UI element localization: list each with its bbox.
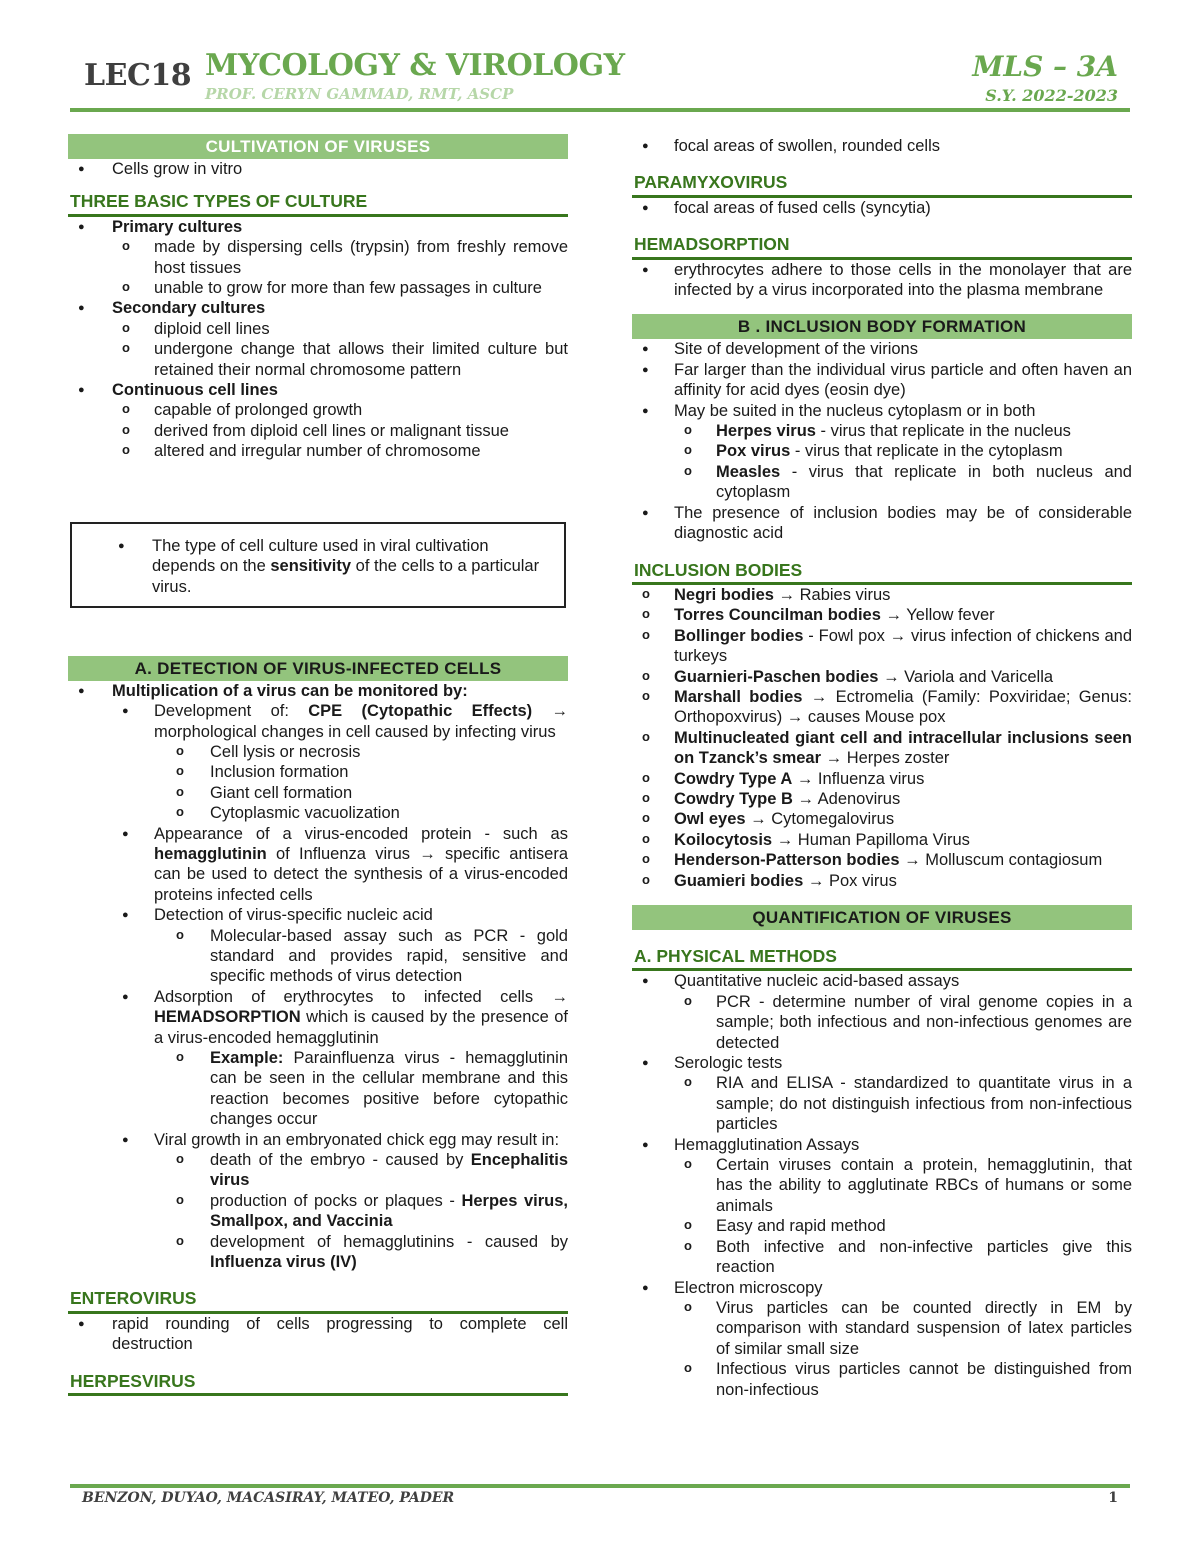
list-item: o Torres Councilman bodies → Yellow fever bbox=[632, 605, 1132, 625]
list-item: o Koilocytosis → Human Papilloma Virus bbox=[632, 830, 1132, 850]
footer-authors: BENZON, DUYAO, MACASIRAY, MATEO, PADER bbox=[82, 1490, 455, 1506]
list-item: ● Far larger than the individual virus particle and often haven an affinity for acid dyes (eosin dye) bbox=[632, 360, 1132, 401]
school-year: S.Y. 2022-2023 bbox=[985, 86, 1118, 105]
physical-methods-list bbox=[632, 971, 1132, 1400]
subheading-hemadsorption: HEMADSORPTION bbox=[632, 234, 1132, 259]
inclusion-bodies-list bbox=[632, 585, 1132, 891]
list-item: o Guarnieri-Paschen bodies → Variola and Varicella bbox=[632, 667, 1132, 687]
section-bar-detection: A. DETECTION OF VIRUS-INFECTED CELLS bbox=[68, 656, 568, 681]
right-column bbox=[632, 136, 1132, 1400]
subheading-enterovirus: ENTEROVIRUS bbox=[68, 1288, 568, 1313]
list-item: ● Electron microscopy o Virus particles can be counted directly in EM by comparison with standard suspension of latex particles of similar small size o Infectious virus particles cannot be distinguished from non-infectious bbox=[632, 1278, 1132, 1400]
list-item: o Guamieri bodies → Pox virus bbox=[632, 871, 1132, 891]
subheading-herpesvirus: HERPESVIRUS bbox=[68, 1371, 568, 1396]
detection-list bbox=[68, 681, 568, 1273]
list-item: o altered and irregular number of chromosome bbox=[112, 441, 568, 461]
list-item: ● Adsorption of erythrocytes to infected cells → HEMADSORPTION which is caused by the presence of a virus-encoded hemagglutinin o Example: Parainfluenza virus - hemagglutinin can be seen in the cellular membrane and this reaction becomes positive before cytopathic changes occur bbox=[112, 987, 568, 1130]
list-item: ● The type of cell culture used in viral cultivation depends on the sensitivity of the cells to a particular virus. bbox=[86, 536, 550, 597]
section-bar-cultivation: CULTIVATION OF VIRUSES bbox=[68, 134, 568, 159]
list-item: o made by dispersing cells (trypsin) from freshly remove host tissues bbox=[112, 237, 568, 278]
list-item: o PCR - determine number of viral genome copies in a sample; both infectious and non-infectious genomes are detected bbox=[632, 992, 1132, 1053]
subheading-three-types: THREE BASIC TYPES OF CULTURE bbox=[68, 191, 568, 216]
list-item: ● Quantitative nucleic acid-based assays o PCR - determine number of viral genome copies in a sample; both infectious and non-infectious genomes are detected bbox=[632, 971, 1132, 1053]
enterovirus-list bbox=[68, 1314, 568, 1355]
list-item: ● Viral growth in an embryonated chick egg may result in: o death of the embryo - caused by Encephalitis virus o production of pocks or plaques - Herpes virus, Smallpox, and Vaccinia o development of hemagglutinins - caused by Influenza virus (IV) bbox=[112, 1130, 568, 1273]
list-item: ● May be suited in the nucleus cytoplasm or in both o Herpes virus - virus that replicate in the nucleus o Pox virus - virus that replicate in the cytoplasm o Measles - virus that replicate in both nucleus and cytoplasm bbox=[632, 401, 1132, 503]
list-item: o Virus particles can be counted directly in EM by comparison with standard suspension of latex particles of similar small size bbox=[632, 1298, 1132, 1359]
list-item: o Certain viruses contain a protein, hemagglutinin, that has the ability to agglutinate RBCs of humans or some animals bbox=[632, 1155, 1132, 1216]
list-item: o Infectious virus particles cannot be distinguished from non-infectious bbox=[632, 1359, 1132, 1400]
list-item: o Cowdry Type B → Adenovirus bbox=[632, 789, 1132, 809]
list-item: ● focal areas of swollen, rounded cells bbox=[632, 136, 1132, 156]
list-item: o Negri bodies → Rabies virus bbox=[632, 585, 1132, 605]
subheading-inclusion-bodies: INCLUSION BODIES bbox=[632, 560, 1132, 585]
list-item: ● Hemagglutination Assays o Certain viruses contain a protein, hemagglutinin, that has the ability to agglutinate RBCs of humans or some animals o Easy and rapid method o Both infective and non-infective particles give this reaction bbox=[632, 1135, 1132, 1278]
list-item: o Inclusion formation bbox=[154, 762, 568, 782]
section-bar-inclusion-formation: B . INCLUSION BODY FORMATION bbox=[632, 314, 1132, 339]
list-item: ● erythrocytes adhere to those cells in the monolayer that are infected by a virus incorporated into the plasma membrane bbox=[632, 260, 1132, 301]
list-item: ● Development of: CPE (Cytopathic Effects) → morphological changes in cell caused by infecting virus o Cell lysis or necrosis o Inclusion formation o Giant cell formation o Cytoplasmic vacuolization bbox=[112, 701, 568, 823]
list-item: o Example: Parainfluenza virus - hemagglutinin can be seen in the cellular membrane and this reaction becomes positive before cytopathic changes occur bbox=[154, 1048, 568, 1130]
list-item: o Multinucleated giant cell and intracellular inclusions seen on Tzanck’s smear → Herpes zoster bbox=[632, 728, 1132, 769]
list-item: o Giant cell formation bbox=[154, 783, 568, 803]
subheading-physical-methods: A. PHYSICAL METHODS bbox=[632, 946, 1132, 971]
paramyxovirus-list bbox=[632, 198, 1132, 218]
list-item: ● Site of development of the virions bbox=[632, 339, 1132, 359]
list-item: o Both infective and non-infective particles give this reaction bbox=[632, 1237, 1132, 1278]
list-item: o Herpes virus - virus that replicate in the nucleus bbox=[632, 421, 1132, 441]
list-item: o development of hemagglutinins - caused by Influenza virus (IV) bbox=[154, 1232, 568, 1273]
herpesvirus-list bbox=[632, 136, 1132, 156]
list-item: ● Serologic tests o RIA and ELISA - standardized to quantitate virus in a sample; do not distinguish infectious from non-infectious particles bbox=[632, 1053, 1132, 1135]
header-divider bbox=[70, 108, 1130, 112]
list-item: o Cytoplasmic vacuolization bbox=[154, 803, 568, 823]
list-item: ● Primary cultures o made by dispersing cells (trypsin) from freshly remove host tissues o unable to grow for more than few passages in culture bbox=[68, 217, 568, 299]
list-item: ● The presence of inclusion bodies may be of considerable diagnostic acid bbox=[632, 503, 1132, 544]
course-title: MYCOLOGY & VIROLOGY bbox=[205, 48, 625, 83]
list-item: ● Detection of virus-specific nucleic acid o Molecular-based assay such as PCR - gold standard and provides rapid, sensitive and specific methods of virus detection bbox=[112, 905, 568, 987]
left-column bbox=[68, 134, 568, 1396]
culture-types-list bbox=[68, 217, 568, 462]
list-item: ● rapid rounding of cells progressing to complete cell destruction bbox=[68, 1314, 568, 1355]
section-bar-quantification: QUANTIFICATION OF VIRUSES bbox=[632, 905, 1132, 930]
lecture-number: LEC18 bbox=[84, 58, 192, 93]
list-item: ● focal areas of fused cells (syncytia) bbox=[632, 198, 1132, 218]
list-item: ● Appearance of a virus-encoded protein - such as hemagglutinin of Influenza virus → specific antisera can be used to detect the synthesis of a virus-encoded proteins infected cells bbox=[112, 824, 568, 906]
list-item: o Molecular-based assay such as PCR - gold standard and provides rapid, sensitive and specific methods of virus detection bbox=[154, 926, 568, 987]
list-item: o Marshall bodies → Ectromelia (Family: Poxviridae; Genus: Orthopoxvirus) → causes Mouse pox bbox=[632, 687, 1132, 728]
list-item: o unable to grow for more than few passages in culture bbox=[112, 278, 568, 298]
list-item: o capable of prolonged growth bbox=[112, 400, 568, 420]
inclusion-formation-list bbox=[632, 339, 1132, 543]
note-box bbox=[70, 522, 566, 608]
list-item: o Measles - virus that replicate in both nucleus and cytoplasm bbox=[632, 462, 1132, 503]
footer-divider bbox=[70, 1484, 1130, 1488]
list-item: ● Secondary cultures o diploid cell lines o undergone change that allows their limited culture but retained their normal chromosome pattern bbox=[68, 298, 568, 380]
cultivation-list bbox=[68, 159, 568, 179]
list-item: o Cell lysis or necrosis bbox=[154, 742, 568, 762]
list-item: o Owl eyes → Cytomegalovirus bbox=[632, 809, 1132, 829]
page-number: 1 bbox=[1108, 1490, 1118, 1506]
list-item: o Easy and rapid method bbox=[632, 1216, 1132, 1236]
subheading-paramyxovirus: PARAMYXOVIRUS bbox=[632, 172, 1132, 197]
list-item: ● Cells grow in vitro bbox=[68, 159, 568, 179]
list-item: o Henderson-Patterson bodies → Molluscum contagiosum bbox=[632, 850, 1132, 870]
list-item: o production of pocks or plaques - Herpes virus, Smallpox, and Vaccinia bbox=[154, 1191, 568, 1232]
class-section: MLS – 3A bbox=[972, 50, 1118, 83]
list-item: o RIA and ELISA - standardized to quantitate virus in a sample; do not distinguish infectious from non-infectious particles bbox=[632, 1073, 1132, 1134]
list-item: o derived from diploid cell lines or malignant tissue bbox=[112, 421, 568, 441]
professor-name: PROF. CERYN GAMMAD, RMT, ASCP bbox=[205, 85, 514, 103]
list-item: o death of the embryo - caused by Encephalitis virus bbox=[154, 1150, 568, 1191]
list-item: ● Continuous cell lines o capable of prolonged growth o derived from diploid cell lines or malignant tissue o altered and irregular number of chromosome bbox=[68, 380, 568, 462]
list-item: o Bollinger bodies - Fowl pox → virus infection of chickens and turkeys bbox=[632, 626, 1132, 667]
list-item: o Pox virus - virus that replicate in the cytoplasm bbox=[632, 441, 1132, 461]
list-item: ● Multiplication of a virus can be monitored by: ● Development of: CPE (Cytopathic Effects) → morphological changes in cell caused by infecting virus o Cell lysis or necrosis o Inclusion formation o Giant cell formation o Cytoplasmic vacuolization ● Appearance of a virus-encoded protein - such as hemagglutinin of Influenza virus → specific antisera can be used to detect the synthesis of a virus-encoded proteins infected cells ● Detection of virus-specific nucleic acid o Molecular-based assay such as PCR - gold standard and provides rapid, sensitive and specific methods of virus detection ● Adsorption of erythrocytes to infected cells → HEMADSORPTION which is caused by the presence of a virus-encoded hemagglutinin o Example: Parainfluenza virus - hemagglutinin can be seen in the cellular membrane and this reaction becomes positive before cytopathic changes occur ● Viral growth in an embryonated chick egg may result in: o death of the embryo - caused by Encephalitis virus o production of pocks or plaques - Herpes virus, Smallpox, and Vaccinia o development of hemagglutinins - caused by Influenza virus (IV) bbox=[68, 681, 568, 1273]
hemadsorption-list bbox=[632, 260, 1132, 301]
list-item: o undergone change that allows their limited culture but retained their normal chromosome pattern bbox=[112, 339, 568, 380]
list-item: o diploid cell lines bbox=[112, 319, 568, 339]
list-item: o Cowdry Type A → Influenza virus bbox=[632, 769, 1132, 789]
